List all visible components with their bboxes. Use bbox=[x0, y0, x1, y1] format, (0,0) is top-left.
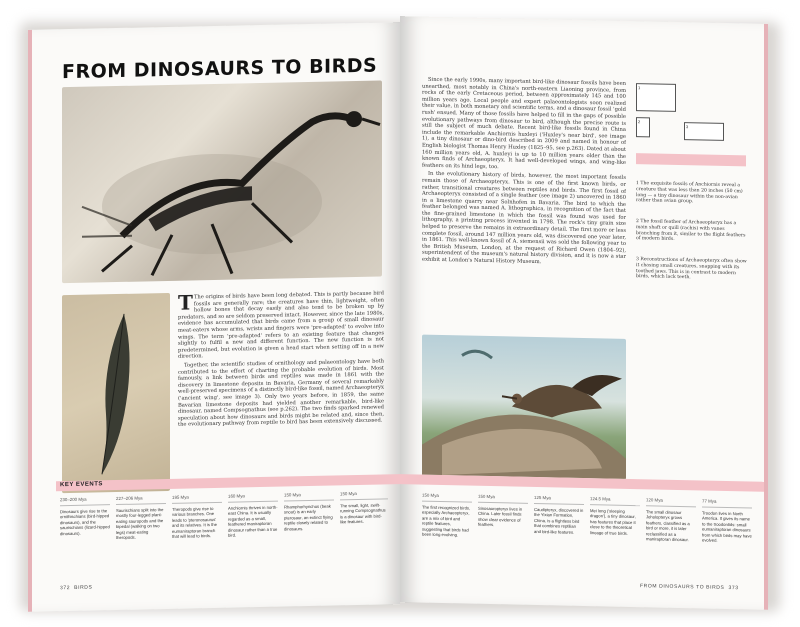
caption-1: 1 The exquisite fossils of Anchiornis reveal a creature that was less than 20 inches (50 cm) long — a tiny dinosaur within the non-avian rather than avian group. bbox=[636, 181, 743, 205]
left-paragraph-2: Together, the scientific studies of ornithology and palaeontology have both contributed to the effort of charting the probable evolution of birds. Most famously, a link between birds and reptiles was made in 1861 with the discovery in limestone deposits in Bavaria, Germany of several remarkably well-preserved specimens of a distinctly bird-like fossil, named Archaeopteryx ('ancient wing', see image 3). Only two years before, in 1859, the same Bavarian limestone deposits had yielded another remarkable, bird-like dinosaur, named Compsognathus (see p.262). The two finds sparked renewed speculation about how dinosaurs and birds might be related and, since then, the evolutionary pathway from reptile to bird has been extensively discussed. bbox=[178, 358, 384, 429]
right-page-edge bbox=[764, 24, 768, 610]
right-paragraph-1: Since the early 1990s, many important bird-like dinosaur fossils have been unearthed, most notably in China's north-eastern Liaoning province, from rocks of the early Cretaceous period, between approximately 145 and 100 million years ago. Local people and expert palaeontologists soon realized their value, in both monetary and scientific terms, and a dinosaur fossil 'gold rush' ensued. Many of those fossils have helped to fill in the gaps of possible evolutionary pathways from dinosaur to bird, although the precise route is still the subject of much debate. Recent bird-like fossils found in China include the remarkable Anchiornis huxleyi ('Huxley's near bird', see image 1), a tiny dinosaur or dino-bird described in 2009 and named in honour of English biologist Thomas Henry Huxley (1825–95, see p.263). Dated at about 160 million years old, A. huxleyi is up to 10 million years older than the known finds of Archaeopteryx. It had well-developed wings, and wing-like feathers on its hind legs, too. bbox=[422, 76, 626, 170]
key-event-5 bbox=[284, 491, 334, 531]
running-head: FROM DINOSAURS TO BIRDS bbox=[640, 583, 725, 591]
key-event-date: 230–200 Mya bbox=[60, 496, 110, 506]
page-title: FROM DINOSAURS TO BIRDS bbox=[62, 54, 378, 84]
key-event-text: The small, light, swift-running Compsognathus is a dinosaur with bird-like features. bbox=[340, 502, 386, 525]
locator-box-2: 2 bbox=[636, 117, 650, 137]
key-event-7 bbox=[422, 493, 472, 538]
caption-3: 3 Reconstructions of Archaeopteryx often show it chasing small creatures, snapping with its toothed jaws. This is in contrast to modern birds, which lack teeth. bbox=[636, 257, 747, 281]
anchiornis-fossil-image bbox=[62, 80, 382, 283]
key-event-date: 150 Mya bbox=[422, 493, 472, 503]
key-event-12 bbox=[702, 498, 752, 543]
key-event-text: Saurischians split into the mostly four-legged plant-eating sauropods and the bipedal (walking on two legs) meat-eating theropods. bbox=[116, 507, 164, 541]
key-event-text: Rhamphorhynchus (beak snout) is an early pterosaur, an extinct flying reptile closely related to dinosaurs. bbox=[284, 503, 333, 532]
key-event-date: 150 Mya bbox=[284, 491, 334, 501]
feather-icon bbox=[62, 293, 170, 493]
left-body-text bbox=[178, 290, 384, 484]
key-event-text: Dinosaurs give rise to the ornithischians (bird-hipped dinosaurs), and the saurischians (lizard-hipped dinosaurs). bbox=[60, 508, 110, 536]
key-events-label: KEY EVENTS bbox=[60, 481, 103, 489]
key-event-date: 124.5 Mya bbox=[590, 496, 640, 506]
key-event-date: 150 Mya bbox=[340, 490, 388, 500]
key-event-date: 120 Mya bbox=[646, 497, 696, 507]
key-event-10 bbox=[590, 496, 640, 536]
key-event-3 bbox=[172, 494, 222, 539]
caption-accent-bar bbox=[636, 153, 746, 166]
key-event-text: Mei long ('sleeping dragon'), a tiny dinosaur, has features that place it close to the theoretical lineage of true birds. bbox=[590, 508, 636, 536]
left-paragraph-1: T The origins of birds have been long debated. This is partly because bird fossils are generally rare; the creatures have thin, lightweight, often hollow bones that decay easily and also tend to be broken up by predators, and so are seldom preserved intact. However, since the late 1980s, evidence has accumulated that birds came from a group of small dinosaur meat-eaters whose arms, wrists and fingers were 'pre-adapted' to evolve into wings. The term 'pre-adapted' refers to an existing feature that changes slightly to fulfil a new and different function. The new function is not predetermined, but evolution is given a head start when setting off in a new direction. bbox=[178, 290, 384, 361]
key-event-date: 195 Mya bbox=[172, 494, 222, 504]
fossil-feather-image bbox=[62, 293, 170, 493]
key-event-2 bbox=[116, 495, 166, 540]
archaeopteryx-icon bbox=[422, 335, 626, 479]
right-body-text bbox=[422, 77, 626, 345]
key-event-date: 125 Mya bbox=[534, 495, 584, 505]
locator-box-3: 3 bbox=[684, 122, 724, 141]
locator-box-1: 1 bbox=[636, 83, 676, 112]
running-head: BIRDS bbox=[74, 584, 93, 591]
key-event-4 bbox=[228, 493, 278, 538]
key-event-text: Sinosauropteryx lives in China. Later fossil finds show clear evidence of feathers. bbox=[478, 505, 523, 528]
fossil-skeleton-icon bbox=[62, 80, 382, 283]
right-page bbox=[400, 16, 768, 610]
drop-cap: T bbox=[178, 290, 193, 315]
left-page-edge bbox=[28, 30, 32, 612]
key-event-text: Anchiornis thrives in north-east China. It is usually regarded as a small, feathered maniraptoran dinosaur rather than a true bird. bbox=[228, 504, 278, 538]
right-paragraph-2: In the evolutionary history of birds, however, the most important fossils remain those of Archaeopteryx. This is one of the first known birds, or rather, transitional creatures between reptiles and birds. The first fossil of Archaeopteryx consisted of a single feather (see image 2) uncovered in 1860 in a limestone quarry near Solnhofen in Bavaria. The bird to which the feather belonged was named A. lithographica, in recognition of the fact that the fine-grained limestone in which the fossil was found was used for lithography, a printing process invented in 1798. The rock's tiny grain size helped to preserve the remains in extraordinary detail. The first more or less complete fossil, around 147 million years old, was discovered one year later, in 1861. This well-known fossil of A. siemensii was sold the following year to the British Museum, London, at the request of Richard Owen (1804–92), superintendent of the museum's natural history division, and it is now a star exhibit at London's Natural History Museum. bbox=[422, 171, 626, 266]
key-event-text: Caudipteryx, discovered in the Yixian Formation, China, is a flightless bird that combines reptilian and bird-like features. bbox=[534, 506, 584, 535]
page-number: 373 bbox=[728, 585, 739, 592]
key-event-1 bbox=[60, 496, 110, 536]
left-page bbox=[28, 22, 400, 612]
right-footer bbox=[640, 583, 739, 591]
key-event-text: Troodon lives in North America. It gives its name to the troodontids: small eumaniraptoran dinosaurs from which birds may have evolved. bbox=[702, 510, 752, 543]
key-event-9 bbox=[534, 495, 584, 535]
key-event-6 bbox=[340, 490, 388, 525]
key-event-11 bbox=[646, 497, 696, 542]
key-event-text: The small dinosaur Jeholopteryx grows feathers, classified as a bird or more, it is later reclassified as a maniraptoran dinosaur. bbox=[646, 509, 690, 543]
key-event-date: 150 Mya bbox=[478, 494, 528, 504]
key-event-date: 77 Mya bbox=[702, 498, 752, 508]
key-event-text: Theropods give rise to various branches. One leads to 'pteronosaurus' and its relatives. It is the eumaniraptoran branch that will lead to birds. bbox=[172, 506, 217, 539]
key-event-date: 227–206 Mya bbox=[116, 495, 166, 505]
caption-2: 2 The fossil feather of Archaeopteryx has a main shaft or quill (rachis) with vanes branching from it, similar to the flight feathers of modern birds. bbox=[636, 219, 746, 243]
key-event-date: 160 Mya bbox=[228, 493, 278, 503]
key-event-text: The first recognized birds, especially Archaeopteryx, are a mix of bird and reptile features, suggesting that birds had been long evolving. bbox=[422, 504, 471, 538]
archaeopteryx-reconstruction-image bbox=[422, 335, 626, 479]
page-number: 372 bbox=[60, 585, 71, 592]
left-footer bbox=[60, 585, 92, 592]
key-event-8 bbox=[478, 494, 528, 529]
